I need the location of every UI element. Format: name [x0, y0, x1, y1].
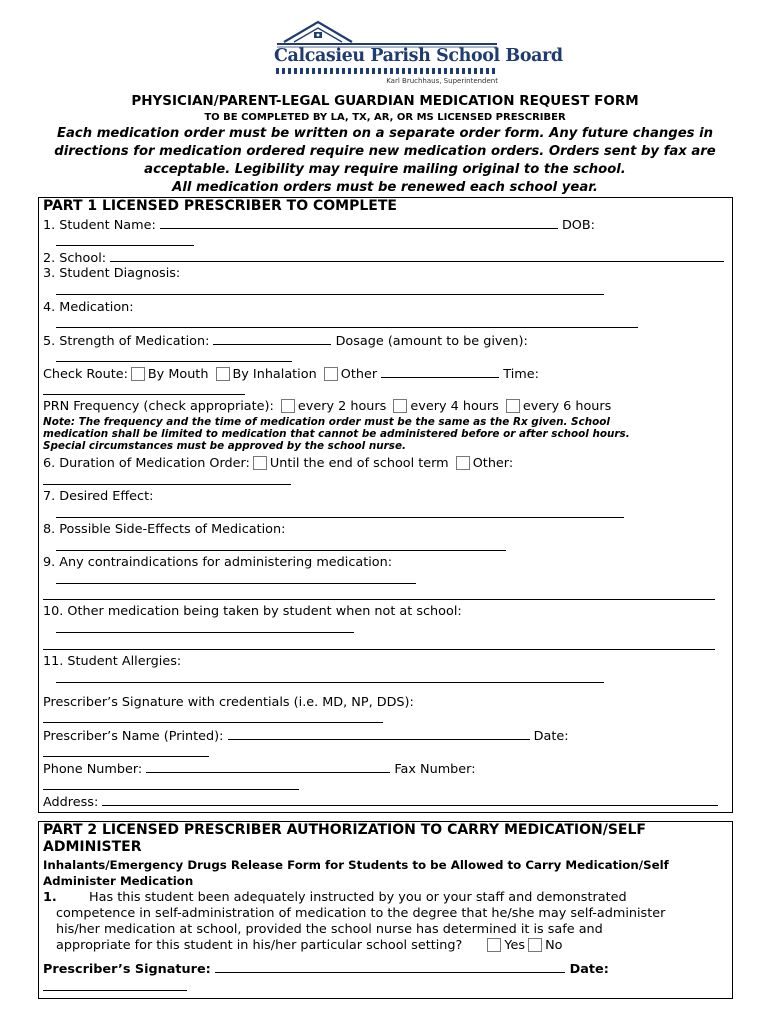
route-row	[43, 366, 539, 382]
dob-field[interactable]	[56, 234, 194, 246]
logo-tagline-band	[276, 68, 498, 74]
by-mouth-checkbox[interactable]	[131, 367, 145, 381]
part2-signature-row	[43, 961, 609, 977]
student-name-row	[43, 217, 595, 233]
by-inhalation-checkbox[interactable]	[216, 367, 230, 381]
other-meds-label: 10. Other medication being taken by student when not at school:	[43, 604, 462, 619]
side-effects-field[interactable]	[56, 539, 506, 551]
instruction-line: acceptable. Legibility may require mailing original to the school.	[144, 162, 626, 177]
part2-date-row	[43, 979, 187, 995]
date-label: Date:	[533, 729, 569, 744]
part2-date-label: Date:	[569, 962, 609, 977]
address-row	[43, 794, 718, 810]
yes-label: Yes	[504, 938, 526, 953]
dosage-label: Dosage (amount to be given):	[335, 334, 528, 349]
printed-name-row	[43, 728, 569, 744]
student-name-field[interactable]	[160, 217, 558, 229]
allergies-row	[56, 671, 604, 687]
logo-superintendent: Karl Bruchhaus, Superintendent	[386, 77, 498, 85]
desired-effect-field[interactable]	[56, 506, 624, 518]
instruction-line: Each medication order must be written on a separate order form. Any future changes in	[56, 126, 713, 141]
other-meds-field[interactable]	[56, 621, 354, 633]
part2-signature-field[interactable]	[215, 961, 565, 973]
desired-effect-row	[56, 506, 624, 522]
medication-row	[56, 316, 638, 332]
part2-heading-continued: ADMINISTER	[43, 839, 142, 855]
signature-row	[43, 711, 383, 727]
time-field[interactable]	[43, 383, 245, 395]
item-text-line: his/her medication at school, provided the school nurse has determined it is safe and	[56, 922, 603, 937]
phone-field[interactable]	[146, 761, 390, 773]
strength-label: 5. Strength of Medication:	[43, 334, 210, 349]
signature-field[interactable]	[43, 711, 383, 723]
note-line: Special circumstances must be approved by the school nurse.	[43, 440, 406, 452]
medication-label: 4. Medication:	[43, 300, 134, 315]
item-number: 1.	[43, 890, 57, 905]
desired-effect-label: 7. Desired Effect:	[43, 489, 154, 504]
instruction-line: All medication orders must be renewed each school year.	[172, 180, 598, 195]
printed-name-field[interactable]	[228, 728, 530, 740]
instruction-line: directions for medication ordered require new medication orders. Orders sent by fax are	[54, 144, 716, 159]
by-mouth-label: By Mouth	[147, 367, 209, 382]
every-6-hours-label: every 6 hours	[522, 399, 612, 414]
strength-row	[43, 333, 528, 349]
yes-checkbox[interactable]	[487, 938, 501, 952]
other-route-field[interactable]	[381, 366, 499, 378]
contraindications-row-1	[56, 572, 416, 588]
prn-row	[43, 399, 611, 414]
phone-label: Phone Number:	[43, 762, 143, 777]
fax-field[interactable]	[43, 778, 299, 790]
by-inhalation-label: By Inhalation	[232, 367, 317, 382]
until-end-of-term-label: Until the end of school term	[269, 456, 449, 471]
note-line: Note: The frequency and the time of medication order must be the same as the Rx given. School	[43, 416, 610, 428]
part2-date-field[interactable]	[43, 979, 187, 991]
duration-other-label: Other:	[472, 456, 514, 471]
dosage-row	[56, 350, 292, 366]
release-form-title-continued: Administer Medication	[43, 874, 194, 888]
medication-field[interactable]	[56, 316, 638, 328]
strength-field[interactable]	[213, 333, 331, 345]
school-row	[43, 250, 724, 266]
duration-other-field[interactable]	[43, 473, 291, 485]
dob-label: DOB:	[561, 218, 595, 233]
duration-row	[43, 456, 513, 471]
item-text-line: Has this student been adequately instructed by you or your staff and demonstrated	[89, 890, 627, 905]
contraindications-field[interactable]	[56, 572, 416, 584]
date-row	[43, 745, 209, 761]
time-row	[43, 383, 245, 399]
contraindications-field-2[interactable]	[43, 588, 715, 600]
note-line: medication shall be limited to medication that cannot be administered before or after school hours.	[43, 428, 630, 440]
no-checkbox[interactable]	[528, 938, 542, 952]
every-4-hours-label: every 4 hours	[410, 399, 499, 414]
other-meds-field-2[interactable]	[43, 638, 715, 650]
part2-section	[38, 821, 733, 999]
form-instructions	[30, 125, 740, 197]
school-label: 2. School:	[43, 251, 107, 266]
fax-label: Fax Number:	[394, 762, 476, 777]
other-route-checkbox[interactable]	[324, 367, 338, 381]
dosage-field[interactable]	[56, 350, 292, 362]
other-meds-row-2	[43, 638, 715, 654]
diagnosis-row	[56, 283, 604, 299]
other-meds-row-1	[56, 621, 354, 637]
part2-signature-label: Prescriber’s Signature:	[43, 962, 211, 977]
diagnosis-label: 3. Student Diagnosis:	[43, 266, 181, 281]
release-form-title: Inhalants/Emergency Drugs Release Form for Students to be Allowed to Carry Medication/Self	[43, 858, 669, 872]
contraindications-row-2	[43, 588, 715, 604]
every-2-hours-checkbox[interactable]	[281, 399, 295, 413]
frequency-note	[43, 416, 630, 452]
allergies-field[interactable]	[56, 671, 604, 683]
address-label: Address:	[43, 795, 99, 810]
every-6-hours-checkbox[interactable]	[506, 399, 520, 413]
side-effects-row	[56, 539, 506, 555]
until-end-of-term-checkbox[interactable]	[253, 456, 267, 470]
form-title: PHYSICIAN/PARENT-LEGAL GUARDIAN MEDICATION REQUEST FORM	[131, 93, 639, 109]
check-route-label: Check Route:	[43, 367, 128, 382]
other-route-label: Other	[340, 367, 378, 382]
duration-other-row	[43, 473, 291, 489]
no-label: No	[545, 938, 563, 953]
every-4-hours-checkbox[interactable]	[393, 399, 407, 413]
every-2-hours-label: every 2 hours	[297, 399, 387, 414]
school-board-logo	[274, 20, 563, 90]
date-field[interactable]	[43, 745, 209, 757]
item-text-line: competence in self-administration of medication to the degree that he/she may self-administer	[56, 906, 666, 921]
signature-label: Prescriber’s Signature with credentials (i.e. MD, NP, DDS):	[43, 695, 414, 710]
item-text-line: appropriate for this student in his/her particular school setting?	[56, 938, 463, 953]
diagnosis-field[interactable]	[56, 283, 604, 295]
duration-label: 6. Duration of Medication Order:	[43, 456, 250, 471]
phone-row	[43, 761, 476, 777]
time-label: Time:	[503, 367, 539, 382]
printed-name-label: Prescriber’s Name (Printed):	[43, 729, 224, 744]
side-effects-label: 8. Possible Side-Effects of Medication:	[43, 522, 286, 537]
prn-label: PRN Frequency (check appropriate):	[43, 399, 274, 414]
contraindications-label: 9. Any contraindications for administering medication:	[43, 555, 393, 570]
part1-heading: PART 1 LICENSED PRESCRIBER TO COMPLETE	[43, 198, 397, 214]
allergies-label: 11. Student Allergies:	[43, 654, 182, 669]
logo-name: Calcasieu Parish School Board	[274, 46, 563, 66]
fax-row	[43, 778, 299, 794]
school-field[interactable]	[110, 250, 724, 262]
dob-row	[56, 234, 194, 250]
part2-heading: PART 2 LICENSED PRESCRIBER AUTHORIZATION TO CARRY MEDICATION/SELF	[43, 822, 646, 838]
duration-other-checkbox[interactable]	[456, 456, 470, 470]
address-field[interactable]	[102, 794, 718, 806]
item-question-row	[56, 938, 562, 953]
student-name-label: 1. Student Name:	[43, 218, 156, 233]
part1-section	[38, 197, 733, 813]
form-subtitle: TO BE COMPLETED BY LA, TX, AR, OR MS LICENSED PRESCRIBER	[204, 112, 566, 123]
